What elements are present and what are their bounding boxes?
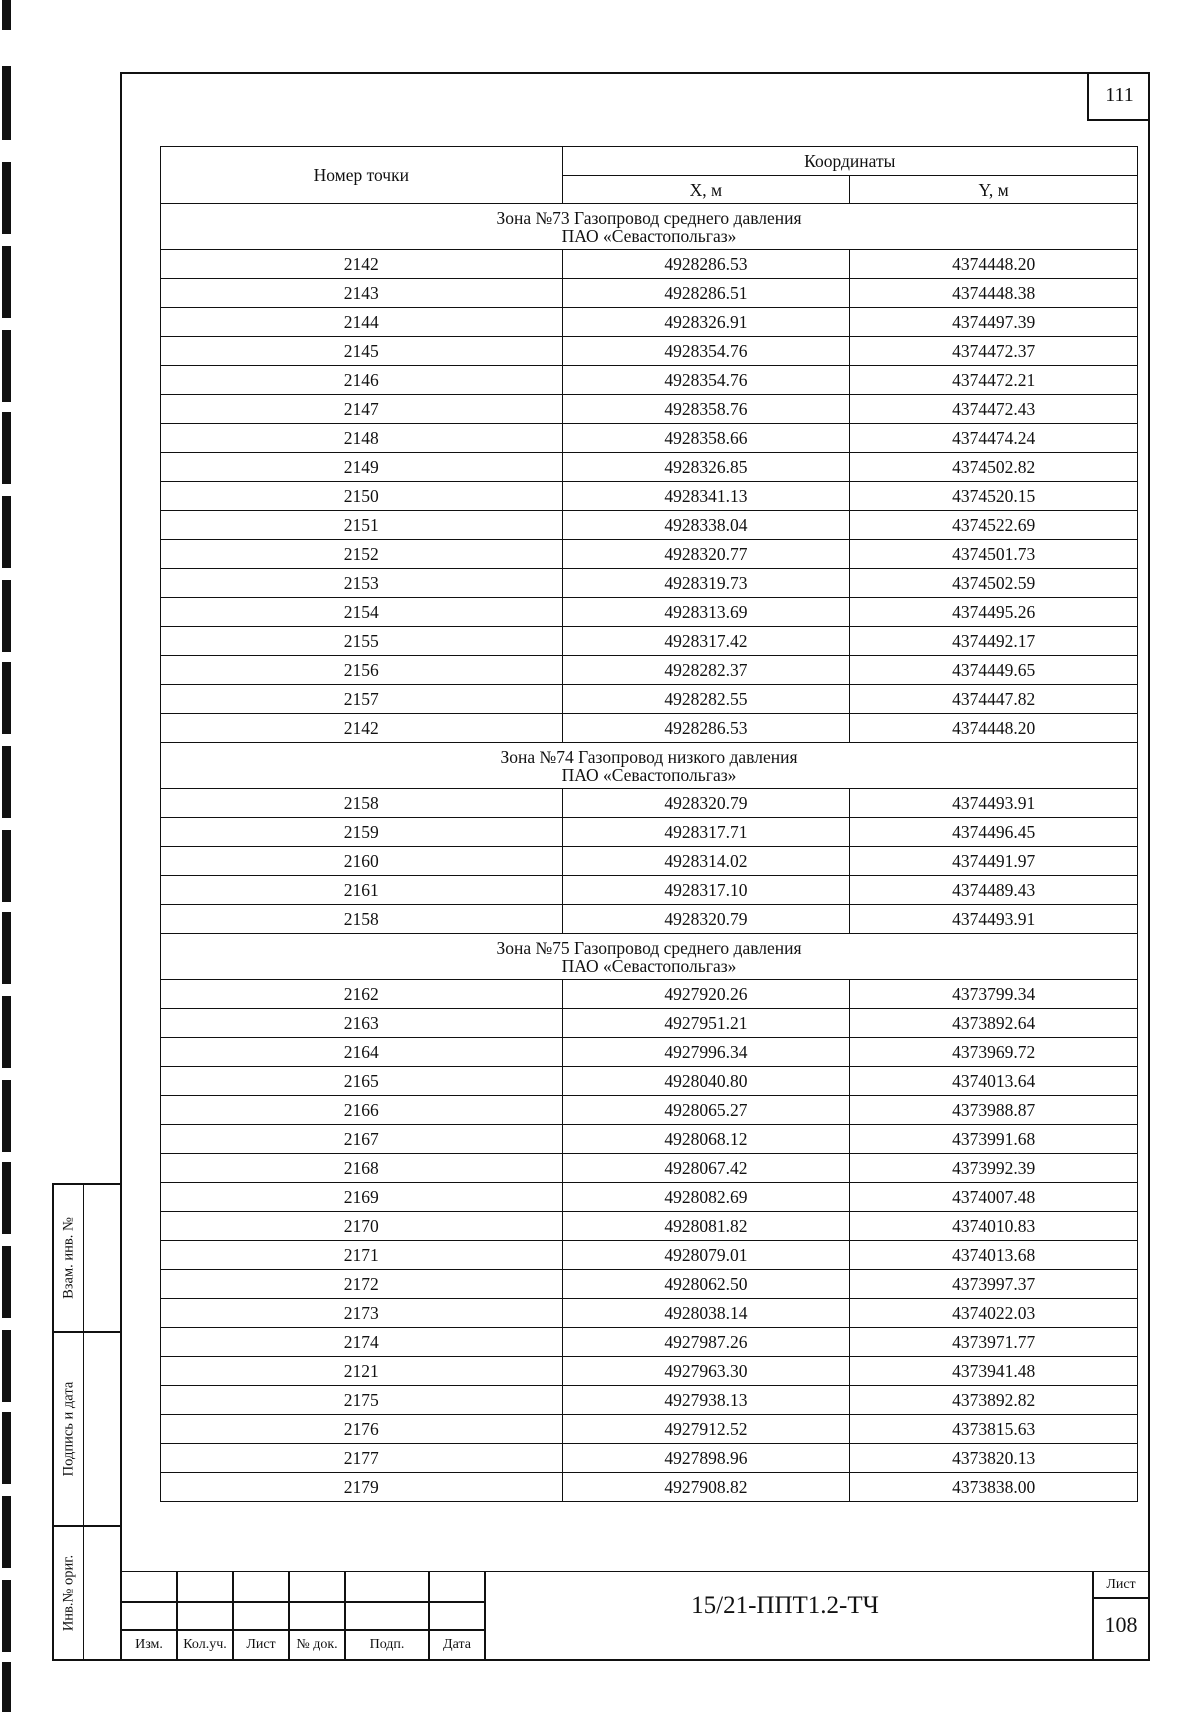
point-number-cell: 2176 xyxy=(161,1415,563,1444)
x-coordinate-cell: 4927963.30 xyxy=(562,1357,850,1386)
y-coordinate-cell: 4374022.03 xyxy=(850,1299,1138,1328)
x-coordinate-cell: 4928358.66 xyxy=(562,424,850,453)
x-coordinate-cell: 4928317.42 xyxy=(562,627,850,656)
y-coordinate-cell: 4374448.38 xyxy=(850,279,1138,308)
y-coordinate-cell: 4374495.26 xyxy=(850,598,1138,627)
point-number-cell: 2161 xyxy=(161,876,563,905)
point-number-cell: 2155 xyxy=(161,627,563,656)
stamp-podp: Подп. xyxy=(369,1637,405,1652)
x-coordinate-cell: 4928354.76 xyxy=(562,366,850,395)
x-coordinate-cell: 4928317.10 xyxy=(562,876,850,905)
table-row xyxy=(161,1009,1138,1038)
table-row xyxy=(161,482,1138,511)
document-code: 15/21-ППТ1.2-ТЧ xyxy=(691,1592,879,1619)
zone-title-line1: Зона №73 Газопровод среднего давления xyxy=(496,207,802,228)
point-number-cell: 2160 xyxy=(161,847,563,876)
x-coordinate-cell: 4928326.91 xyxy=(562,308,850,337)
table-row xyxy=(161,1328,1138,1357)
x-coordinate-cell: 4928079.01 xyxy=(562,1241,850,1270)
table-row xyxy=(161,818,1138,847)
point-number-cell: 2172 xyxy=(161,1270,563,1299)
y-coordinate-cell: 4374474.24 xyxy=(850,424,1138,453)
point-number-cell: 2153 xyxy=(161,569,563,598)
x-coordinate-cell: 4928354.76 xyxy=(562,337,850,366)
table-row xyxy=(161,1241,1138,1270)
table-row xyxy=(161,598,1138,627)
table-row xyxy=(161,337,1138,366)
y-coordinate-cell: 4373820.13 xyxy=(850,1444,1138,1473)
point-number-cell: 2157 xyxy=(161,685,563,714)
table-row xyxy=(161,1125,1138,1154)
stamp-n-dok: № док. xyxy=(296,1637,338,1652)
point-number-cell: 2164 xyxy=(161,1038,563,1067)
point-number-cell: 2143 xyxy=(161,279,563,308)
point-number-cell: 2163 xyxy=(161,1009,563,1038)
y-coordinate-cell: 4373838.00 xyxy=(850,1473,1138,1502)
x-coordinate-cell: 4928338.04 xyxy=(562,511,850,540)
y-coordinate-cell: 4374013.64 xyxy=(850,1067,1138,1096)
y-coordinate-cell: 4374491.97 xyxy=(850,847,1138,876)
x-coordinate-cell: 4928317.71 xyxy=(562,818,850,847)
x-coordinate-cell: 4927987.26 xyxy=(562,1328,850,1357)
table-row xyxy=(161,424,1138,453)
podpis-data-cell xyxy=(52,1331,120,1527)
point-number-cell: 2165 xyxy=(161,1067,563,1096)
zone-title-line2: ПАО «Севастопольгаз» xyxy=(561,764,737,785)
y-coordinate-cell: 4373988.87 xyxy=(850,1096,1138,1125)
x-coordinate-cell: 4928040.80 xyxy=(562,1067,850,1096)
y-coordinate-cell: 4374493.91 xyxy=(850,905,1138,934)
y-coordinate-cell: 4374013.68 xyxy=(850,1241,1138,1270)
point-number-cell: 2144 xyxy=(161,308,563,337)
y-coordinate-cell: 4374472.21 xyxy=(850,366,1138,395)
zone-title-line1: Зона №74 Газопровод низкого давления xyxy=(500,746,798,767)
table-row xyxy=(161,569,1138,598)
coordinates-body xyxy=(161,204,1138,1502)
point-number-cell: 2154 xyxy=(161,598,563,627)
point-number-cell: 2173 xyxy=(161,1299,563,1328)
y-coordinate-cell: 4373969.72 xyxy=(850,1038,1138,1067)
zone-title xyxy=(161,204,1138,250)
y-coordinate-cell: 4373997.37 xyxy=(850,1270,1138,1299)
x-coordinate-cell: 4927898.96 xyxy=(562,1444,850,1473)
point-number-cell: 2150 xyxy=(161,482,563,511)
x-coordinate-cell: 4928341.13 xyxy=(562,482,850,511)
point-number-cell: 2148 xyxy=(161,424,563,453)
table-row xyxy=(161,1473,1138,1502)
y-coordinate-cell: 4374448.20 xyxy=(850,250,1138,279)
table-row xyxy=(161,1386,1138,1415)
point-number-cell: 2170 xyxy=(161,1212,563,1241)
table-row xyxy=(161,1096,1138,1125)
stamp-izm: Изм. xyxy=(135,1637,163,1652)
table-row xyxy=(161,905,1138,934)
table-row xyxy=(161,1270,1138,1299)
x-coordinate-cell: 4928065.27 xyxy=(562,1096,850,1125)
table-row xyxy=(161,366,1138,395)
x-coordinate-cell: 4927908.82 xyxy=(562,1473,850,1502)
point-number-cell: 2171 xyxy=(161,1241,563,1270)
table-row xyxy=(161,308,1138,337)
x-coordinate-cell: 4928286.53 xyxy=(562,250,850,279)
x-coordinate-cell: 4928326.85 xyxy=(562,453,850,482)
y-coordinate-cell: 4374520.15 xyxy=(850,482,1138,511)
header-coordinates: Координаты xyxy=(562,147,1137,176)
table-row xyxy=(161,1154,1138,1183)
x-coordinate-cell: 4928038.14 xyxy=(562,1299,850,1328)
stamp-data: Дата xyxy=(443,1637,471,1652)
point-number-cell: 2167 xyxy=(161,1125,563,1154)
table-row xyxy=(161,1299,1138,1328)
x-coordinate-cell: 4928320.77 xyxy=(562,540,850,569)
point-number-cell: 2158 xyxy=(161,905,563,934)
x-coordinate-cell: 4928286.51 xyxy=(562,279,850,308)
inv-orig-cell xyxy=(52,1525,120,1661)
y-coordinate-cell: 4374493.91 xyxy=(850,789,1138,818)
x-coordinate-cell: 4928067.42 xyxy=(562,1154,850,1183)
table-row xyxy=(161,789,1138,818)
point-number-cell: 2149 xyxy=(161,453,563,482)
y-coordinate-cell: 4374522.69 xyxy=(850,511,1138,540)
point-number-cell: 2166 xyxy=(161,1096,563,1125)
y-coordinate-cell: 4373799.34 xyxy=(850,980,1138,1009)
x-coordinate-cell: 4928282.55 xyxy=(562,685,850,714)
sheet-number: 108 xyxy=(1104,1612,1138,1637)
table-row xyxy=(161,627,1138,656)
sheet-label: Лист xyxy=(1106,1577,1136,1592)
zone-header-row xyxy=(161,743,1138,789)
point-number-cell: 2179 xyxy=(161,1473,563,1502)
y-coordinate-cell: 4374489.43 xyxy=(850,876,1138,905)
x-coordinate-cell: 4927996.34 xyxy=(562,1038,850,1067)
table-row xyxy=(161,1067,1138,1096)
stamp-list: Лист xyxy=(246,1637,276,1652)
y-coordinate-cell: 4373992.39 xyxy=(850,1154,1138,1183)
x-coordinate-cell: 4928314.02 xyxy=(562,847,850,876)
zone-title xyxy=(161,743,1138,789)
x-coordinate-cell: 4927938.13 xyxy=(562,1386,850,1415)
table-row xyxy=(161,540,1138,569)
point-number-cell: 2174 xyxy=(161,1328,563,1357)
table-row xyxy=(161,1212,1138,1241)
point-number-cell: 2169 xyxy=(161,1183,563,1212)
x-coordinate-cell: 4928320.79 xyxy=(562,905,850,934)
table-row xyxy=(161,1357,1138,1386)
table-row xyxy=(161,980,1138,1009)
y-coordinate-cell: 4374492.17 xyxy=(850,627,1138,656)
x-coordinate-cell: 4928068.12 xyxy=(562,1125,850,1154)
table-row xyxy=(161,876,1138,905)
zone-title-line1: Зона №75 Газопровод среднего давления xyxy=(496,937,802,958)
table-row xyxy=(161,1038,1138,1067)
y-coordinate-cell: 4374007.48 xyxy=(850,1183,1138,1212)
point-number-cell: 2162 xyxy=(161,980,563,1009)
point-number-cell: 2151 xyxy=(161,511,563,540)
x-coordinate-cell: 4928319.73 xyxy=(562,569,850,598)
top-page-number: 111 xyxy=(1087,72,1150,121)
y-coordinate-cell: 4374496.45 xyxy=(850,818,1138,847)
inv-orig-label: Инв.№ ориг. xyxy=(60,1554,76,1632)
vzam-inv-label: Взам. инв. № xyxy=(60,1217,76,1299)
y-coordinate-cell: 4374472.37 xyxy=(850,337,1138,366)
table-row xyxy=(161,395,1138,424)
x-coordinate-cell: 4928282.37 xyxy=(562,656,850,685)
approval-strip xyxy=(52,1183,120,1661)
table-row xyxy=(161,714,1138,743)
point-number-cell: 2156 xyxy=(161,656,563,685)
table-row xyxy=(161,511,1138,540)
y-coordinate-cell: 4374497.39 xyxy=(850,308,1138,337)
x-coordinate-cell: 4927920.26 xyxy=(562,980,850,1009)
header-x: X, м xyxy=(562,176,850,204)
zone-title-line2: ПАО «Севастопольгаз» xyxy=(561,955,737,976)
point-number-cell: 2177 xyxy=(161,1444,563,1473)
y-coordinate-cell: 4373892.82 xyxy=(850,1386,1138,1415)
table-row xyxy=(161,1183,1138,1212)
vzam-inv-cell xyxy=(52,1183,120,1333)
y-coordinate-cell: 4373815.63 xyxy=(850,1415,1138,1444)
point-number-cell: 2142 xyxy=(161,714,563,743)
x-coordinate-cell: 4928062.50 xyxy=(562,1270,850,1299)
point-number-cell: 2146 xyxy=(161,366,563,395)
x-coordinate-cell: 4928320.79 xyxy=(562,789,850,818)
x-coordinate-cell: 4928082.69 xyxy=(562,1183,850,1212)
table-row xyxy=(161,250,1138,279)
table-row xyxy=(161,685,1138,714)
point-number-cell: 2145 xyxy=(161,337,563,366)
zone-title-line2: ПАО «Севастопольгаз» xyxy=(561,225,737,246)
y-coordinate-cell: 4374501.73 xyxy=(850,540,1138,569)
zone-title xyxy=(161,934,1138,980)
point-number-cell: 2147 xyxy=(161,395,563,424)
coordinates-table xyxy=(160,146,1138,1502)
y-coordinate-cell: 4373941.48 xyxy=(850,1357,1138,1386)
table-row xyxy=(161,279,1138,308)
stamp-kol-uch: Кол.уч. xyxy=(183,1637,227,1652)
x-coordinate-cell: 4927912.52 xyxy=(562,1415,850,1444)
point-number-cell: 2142 xyxy=(161,250,563,279)
zone-header-row xyxy=(161,934,1138,980)
point-number-cell: 2121 xyxy=(161,1357,563,1386)
x-coordinate-cell: 4928081.82 xyxy=(562,1212,850,1241)
point-number-cell: 2175 xyxy=(161,1386,563,1415)
x-coordinate-cell: 4928313.69 xyxy=(562,598,850,627)
y-coordinate-cell: 4373991.68 xyxy=(850,1125,1138,1154)
y-coordinate-cell: 4374502.82 xyxy=(850,453,1138,482)
y-coordinate-cell: 4374472.43 xyxy=(850,395,1138,424)
y-coordinate-cell: 4374449.65 xyxy=(850,656,1138,685)
y-coordinate-cell: 4374447.82 xyxy=(850,685,1138,714)
table-row xyxy=(161,1444,1138,1473)
table-row xyxy=(161,847,1138,876)
x-coordinate-cell: 4928286.53 xyxy=(562,714,850,743)
header-point-number: Номер точки xyxy=(161,147,563,204)
point-number-cell: 2159 xyxy=(161,818,563,847)
podpis-data-label: Подпись и дата xyxy=(60,1381,76,1477)
table-row xyxy=(161,1415,1138,1444)
y-coordinate-cell: 4373971.77 xyxy=(850,1328,1138,1357)
header-y: Y, м xyxy=(850,176,1138,204)
table-row xyxy=(161,656,1138,685)
table-row xyxy=(161,453,1138,482)
point-number-cell: 2168 xyxy=(161,1154,563,1183)
y-coordinate-cell: 4374010.83 xyxy=(850,1212,1138,1241)
y-coordinate-cell: 4374448.20 xyxy=(850,714,1138,743)
binder-marks xyxy=(0,0,14,1712)
zone-header-row xyxy=(161,204,1138,250)
point-number-cell: 2158 xyxy=(161,789,563,818)
x-coordinate-cell: 4927951.21 xyxy=(562,1009,850,1038)
point-number-cell: 2152 xyxy=(161,540,563,569)
y-coordinate-cell: 4374502.59 xyxy=(850,569,1138,598)
x-coordinate-cell: 4928358.76 xyxy=(562,395,850,424)
y-coordinate-cell: 4373892.64 xyxy=(850,1009,1138,1038)
